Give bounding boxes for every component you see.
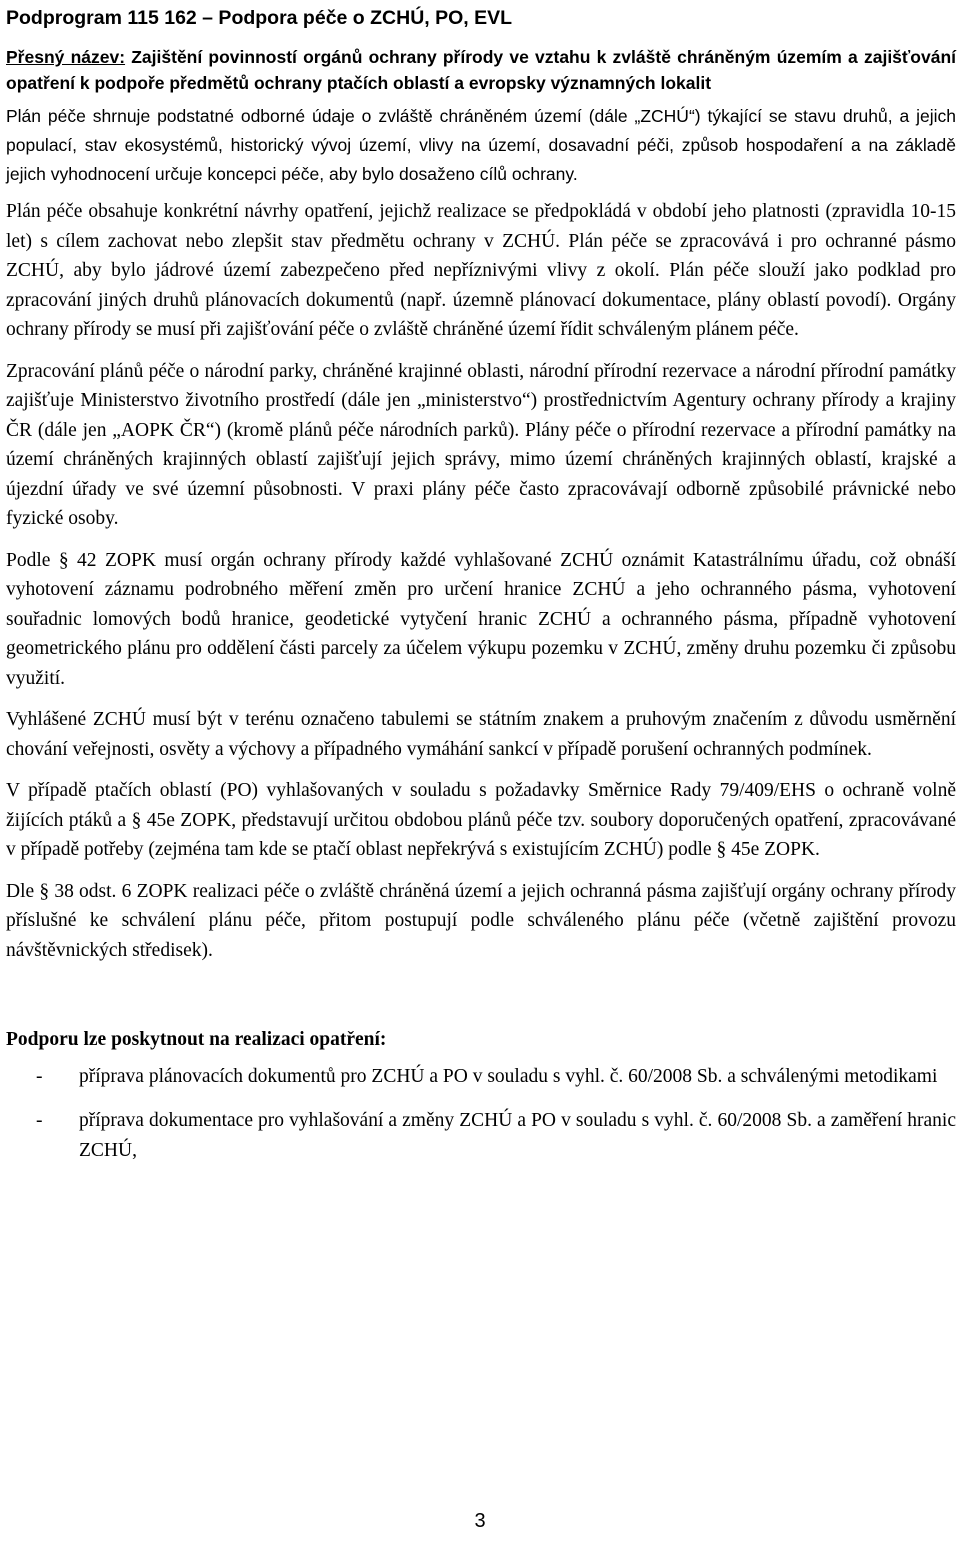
paragraph-section-42: Podle § 42 ZOPK musí orgán ochrany přírody každé vyhlašované ZCHÚ oznámit Katastrálnímu úřadu, což obnáší vyhotovení záznamu podrobného měření změn pro určení hranice ZCHÚ a jeho ochranného pásma, vyhotovení souřadnic lomových bodů hranice, geodetické vytyčení hranic ZCHÚ a ochranného pásma, případně vyhotovení geometrického plánu pro oddělení části parcely za účelem výkupu pozemku v ZCHÚ, změny druhu pozemku či způsobu využití. bbox=[6, 549, 956, 689]
list-dash: - bbox=[36, 1066, 43, 1087]
paragraph-bird-areas: V případě ptačích oblastí (PO) vyhlašovaných v souladu s požadavky Směrnice Rady 79/409/EHS o ochraně volně žijících ptáků a § 45e ZOPK, představují určitou obdobou plánů péče tzv. soubory doporučených opatření, zpracovávané v případě potřeby (zejména tam kde se ptačí oblast nepřekrývá s existujícím ZCHÚ) podle § 45e ZOPK. bbox=[6, 780, 956, 860]
support-heading: Podporu lze poskytnout na realizaci opatření: bbox=[6, 1029, 387, 1050]
list-item bbox=[6, 1062, 956, 1092]
paragraph-care-plan-content: Plán péče obsahuje konkrétní návrhy opatření, jejichž realizace se předpokládá v období jeho platnosti (zpravidla 10-15 let) s cílem zachovat nebo zlepšit stav předmětu ochrany v ZCHÚ. Plán péče se zpracovává i pro ochranné pásmo ZCHÚ, aby bylo jádrové území zabezpečeno před nepříznivými vlivy z okolí. Plán péče slouží jako podklad pro zpracování jiných druhů plánovacích dokumentů (např. územně plánovací dokumentace, plány oblastí povodí). Orgány ochrany přírody se musí při zajišťování péče o zvláště chráněné území řídit schváleným plánem péče. bbox=[6, 201, 956, 340]
paragraph-care-plan-summary: Plán péče shrnuje podstatné odborné údaje o zvláště chráněném území (dále „ZCHÚ“) týkající se stavu druhů, a jejich populací, stav ekosystémů, historický vývoj území, vlivy na území, dosavadní péči, způsob hospodaření a na základě jejich vyhodnocení určuje koncepci péče, aby bylo dosaženo cílů ochrany. bbox=[6, 106, 956, 184]
support-list bbox=[6, 1062, 956, 1166]
list-item bbox=[6, 1106, 956, 1166]
exact-name-text: Zajištění povinností orgánů ochrany přírody ve vztahu k zvláště chráněným územím a zajišťování opatření k podpoře předmětů ochrany ptačích oblastí a evropsky významných lokalit bbox=[6, 47, 957, 93]
exact-name bbox=[6, 44, 956, 96]
list-dash: - bbox=[36, 1110, 43, 1131]
document-title: Podprogram 115 162 – Podpora péče o ZCHÚ, PO, EVL bbox=[6, 7, 513, 29]
paragraph-section-38: Dle § 38 odst. 6 ZOPK realizaci péče o zvláště chráněná území a jejich ochranná pásma zajišťují orgány ochrany přírody příslušné ke schválení plánu péče, přitom postupují podle schváleného plánu péče (včetně zajištění provozu návštěvnických středisek). bbox=[6, 880, 956, 961]
paragraph-marking: Vyhlášené ZCHÚ musí být v terénu označeno tabulemi se státním znakem a pruhovým značením z důvodu usměrnění chování veřejnosti, osvěty a výchovy a případného vymáhání sankcí v případě porušení ochranných podmínek. bbox=[6, 709, 956, 760]
page-number: 3 bbox=[474, 1510, 486, 1532]
exact-name-label: Přesný název: bbox=[6, 47, 126, 67]
document-page bbox=[6, 0, 956, 1180]
paragraph-care-plan-processing: Zpracování plánů péče o národní parky, chráněné krajinné oblasti, národní přírodní rezervace a národní přírodní památky zajišťuje Ministerstvo životního prostředí (dále jen „ministerstvo“) prostřednictvím Agentury ochrany přírody a krajiny ČR (dále jen „AOPK ČR“) (kromě plánů péče národních parků). Plány péče o přírodní rezervace a přírodní památky na území chráněných krajinných oblastí zajišťují jejich správy, mimo území chráněných krajinných oblastí, krajské a újezdní úřady ve své územní působnosti. V praxi plány péče často zpracovávají odborně způsobilé právnické nebo fyzické osoby. bbox=[6, 360, 956, 529]
list-item-text: příprava dokumentace pro vyhlašování a změny ZCHÚ a PO v souladu s vyhl. č. 60/2008 Sb. a zaměření hranic ZCHÚ, bbox=[79, 1110, 956, 1161]
list-item-text: příprava plánovacích dokumentů pro ZCHÚ a PO v souladu s vyhl. č. 60/2008 Sb. a schválenými metodikami bbox=[79, 1066, 938, 1087]
